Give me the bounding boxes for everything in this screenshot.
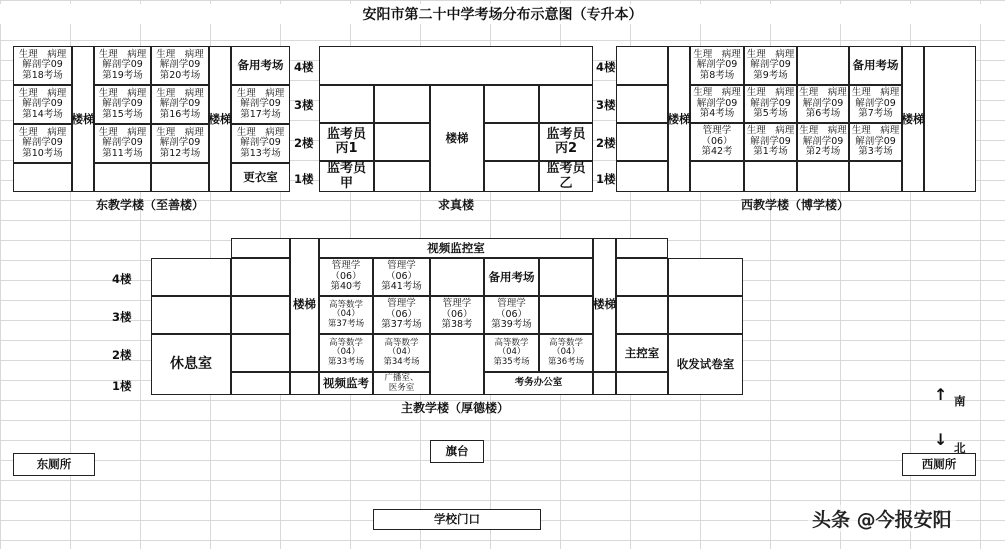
exam-room: 生理 病理 解剖学09 第15考场 <box>94 85 151 124</box>
room <box>374 161 430 192</box>
room <box>374 85 430 123</box>
invigilator-room: 监考员 丙1 <box>319 123 374 161</box>
exam-office: 考务办公室 <box>484 372 593 395</box>
floor-label: 4楼 <box>596 60 616 74</box>
stairs: 楼 梯 <box>290 238 319 372</box>
exam-room: 管理学 （06） 第37考场 <box>373 296 430 334</box>
room <box>797 46 849 85</box>
video-invigilation-room: 视频监考 <box>319 372 373 395</box>
room <box>484 123 539 161</box>
room <box>151 163 209 192</box>
stairs: 楼 梯 <box>902 46 924 192</box>
south-label: 南 <box>954 394 966 408</box>
room <box>151 296 231 334</box>
room <box>374 123 430 161</box>
invigilator-room: 监考员 甲 <box>319 161 374 192</box>
room <box>430 334 484 395</box>
floor-label: 1楼 <box>112 379 132 393</box>
watermark: 头条 @今报安阳 <box>808 505 956 532</box>
building-name: 东教学楼（至善楼） <box>95 198 204 212</box>
exam-room: 生理 病理 解剖学09 第5考场 <box>744 85 797 123</box>
room <box>616 372 668 395</box>
room <box>484 161 539 192</box>
exam-room: 高等数学 （04） 第35考场 <box>484 334 539 372</box>
room <box>616 258 668 296</box>
room <box>151 258 231 296</box>
floor-label: 2楼 <box>112 348 132 362</box>
room <box>616 238 668 258</box>
room <box>231 372 290 395</box>
arrow-up-icon: ↑ <box>934 385 948 404</box>
exam-room: 生理 病理 解剖学09 第14考场 <box>13 85 72 124</box>
stairs: 楼梯 <box>430 85 484 192</box>
floor-label: 1楼 <box>294 172 314 186</box>
exam-room: 高等数学 （04） 第36考场 <box>539 334 593 372</box>
room <box>430 258 484 296</box>
exam-room: 生理 病理 解剖学09 第6考场 <box>797 85 849 123</box>
exam-room: 管理学 （06） 第41考场 <box>373 258 430 296</box>
exam-room: 高等数学 （04） 第37考场 <box>319 296 373 334</box>
floor-label: 2楼 <box>596 136 616 150</box>
school-gate: 学校门口 <box>373 509 541 530</box>
invigilator-room: 监考员 乙 <box>539 161 593 192</box>
room <box>668 258 743 296</box>
rest-room: 休息室 <box>151 334 231 395</box>
room <box>231 238 290 258</box>
room <box>668 296 743 334</box>
room <box>849 161 902 192</box>
building-name: 西教学楼（博学楼） <box>740 198 849 212</box>
changing-room: 更衣室 <box>231 163 290 192</box>
room <box>94 163 151 192</box>
exam-room: 高等数学 （04） 第33考场 <box>319 334 373 372</box>
exam-room: 生理 病理 解剖学09 第1考场 <box>744 123 797 161</box>
floor-label: 1楼 <box>596 172 616 186</box>
exam-room: 生理 病理 解剖学09 第4考场 <box>690 85 744 123</box>
exam-room: 生理 病理 解剖学09 第16考场 <box>151 85 209 124</box>
room <box>13 163 72 192</box>
building-name: 主教学楼（厚德楼） <box>400 401 509 415</box>
stairs: 楼 梯 <box>593 238 616 372</box>
room <box>539 85 593 123</box>
floor-label: 3楼 <box>596 98 616 112</box>
room <box>616 296 668 334</box>
east-toilet: 东厕所 <box>13 453 95 476</box>
room <box>690 161 744 192</box>
room <box>231 334 290 372</box>
room <box>319 46 593 85</box>
exam-room: 管理学 （06） 第39考场 <box>484 296 539 334</box>
west-toilet: 西厕所 <box>902 453 976 476</box>
exam-room: 生理 病理 解剖学09 第20考场 <box>151 46 209 85</box>
exam-room: 生理 病理 解剖学09 第7考场 <box>849 85 902 123</box>
floor-label: 2楼 <box>294 136 314 150</box>
exam-room: 生理 病理 解剖学09 第3考场 <box>849 123 902 161</box>
exam-room: 生理 病理 解剖学09 第2考场 <box>797 123 849 161</box>
floor-label: 3楼 <box>294 98 314 112</box>
flag-platform: 旗台 <box>430 440 484 463</box>
room <box>593 372 616 395</box>
control-room: 主控室 <box>616 334 668 372</box>
stairs: 楼 梯 <box>668 46 690 192</box>
room <box>797 161 849 192</box>
floor-label: 3楼 <box>112 310 132 324</box>
exam-room: 管理学 （06） 第40考 <box>319 258 373 296</box>
room <box>616 161 668 192</box>
room <box>616 46 668 85</box>
exam-room: 生理 病理 解剖学09 第13考场 <box>231 124 290 163</box>
room <box>744 161 797 192</box>
exam-room: 生理 病理 解剖学09 第19考场 <box>94 46 151 85</box>
exam-room: 生理 病理 解剖学09 第9考场 <box>744 46 797 85</box>
room <box>924 46 976 192</box>
room <box>539 258 593 296</box>
building-name: 求真楼 <box>437 198 474 212</box>
exam-room: 管理学 （06） 第42考 <box>690 123 744 161</box>
floor-label: 4楼 <box>294 60 314 74</box>
exam-room: 高等数学 （04） 第34考场 <box>373 334 430 372</box>
spare-room: 备用考场 <box>849 46 902 85</box>
spare-room: 备用考场 <box>484 258 539 296</box>
video-monitor-room: 视频监控室 <box>319 238 593 258</box>
room <box>616 85 668 123</box>
exam-room: 生理 病理 解剖学09 第12考场 <box>151 124 209 163</box>
arrow-down-icon: ↓ <box>934 430 948 449</box>
room <box>484 85 539 123</box>
room <box>539 296 593 334</box>
exam-room: 生理 病理 解剖学09 第8考场 <box>690 46 744 85</box>
exam-room: 管理学 （06） 第38考 <box>430 296 484 334</box>
page-title: 安阳市第二十中学考场分布示意图（专升本） <box>0 4 1005 24</box>
room <box>231 296 290 334</box>
paper-room: 收发试卷室 <box>668 334 743 395</box>
room <box>290 372 319 395</box>
floor-label: 4楼 <box>112 272 132 286</box>
exam-room: 生理 病理 解剖学09 第10考场 <box>13 124 72 163</box>
exam-room: 生理 病理 解剖学09 第17考场 <box>231 85 290 124</box>
north-label: 北 <box>954 441 966 455</box>
exam-room: 生理 病理 解剖学09 第11考场 <box>94 124 151 163</box>
room <box>319 85 374 123</box>
room <box>231 258 290 296</box>
invigilator-room: 监考员 丙2 <box>539 123 593 161</box>
spare-room: 备用考场 <box>231 46 290 85</box>
broadcast-medical-room: 广播室、 医务室 <box>373 372 430 395</box>
stairs: 楼 梯 <box>209 46 231 192</box>
exam-room: 生理 病理 解剖学09 第18考场 <box>13 46 72 85</box>
room <box>616 123 668 161</box>
stairs: 楼 梯 <box>72 46 94 192</box>
